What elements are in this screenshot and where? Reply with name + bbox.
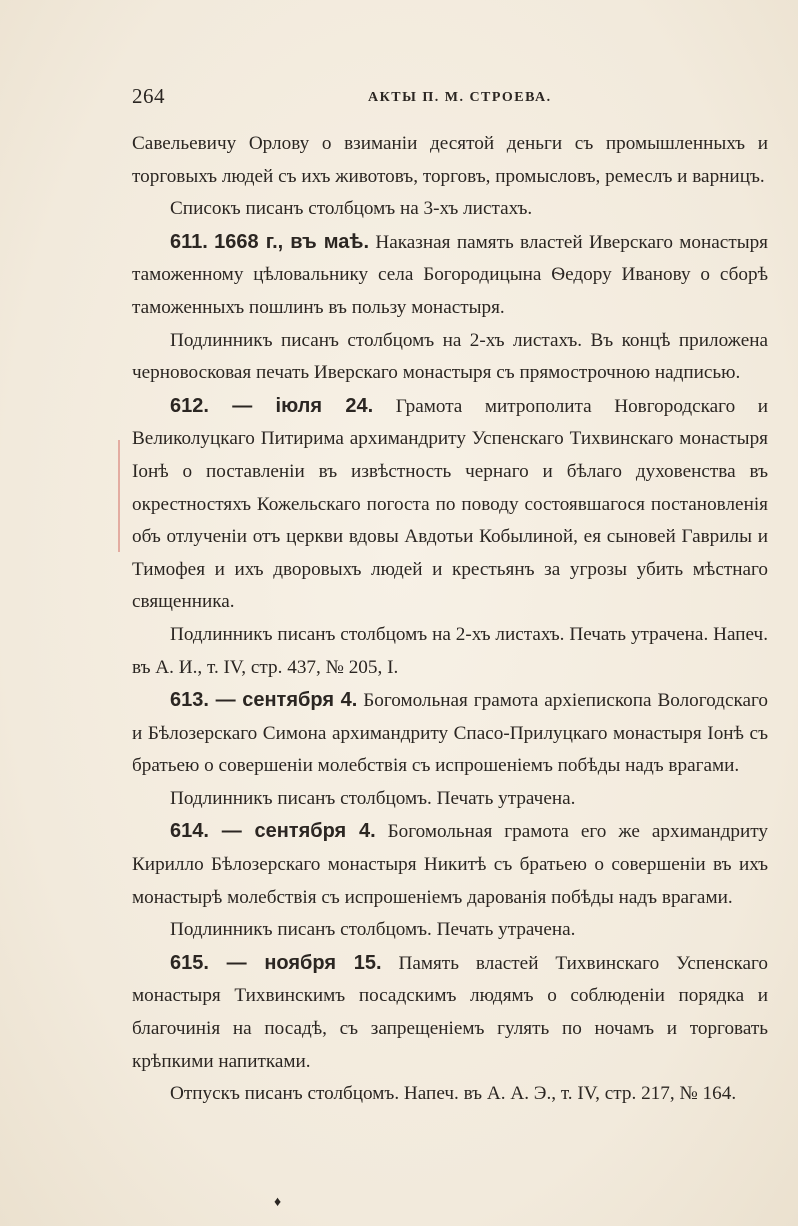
entry-number: 615. [170, 951, 209, 974]
entry-text: Богомольная грамота архіепископа Вологодскаго и Бѣлозерскаго Симона архимандриту Спасо-Прилуцкаго монастыря Іонѣ съ братьею о совершеніи молебствія съ испрошеніемъ побѣды надъ врагами. [132, 690, 768, 777]
paragraph-continuation [132, 128, 768, 193]
paragraph-text: Списокъ писанъ столбцомъ на 3-хъ листахъ. [170, 198, 533, 220]
entry-text: Грамота митрополита Новгородскаго и Великолуцкаго Питирима архимандриту Успенскаго Тихвинскаго монастыря Іонѣ о поставленіи въ извѣстность чернаго и бѣлаго духовенства въ окрестностяхъ Кожельскаго погоста по поводу состоявшагося постановленія объ отлученіи отъ церкви вдовы Авдотьи Кобылиной, ея сыновей Гаврилы и Тимофея и ихъ дворовыхъ людей и крестьянъ за угрозы убить мѣстнаго священника. [132, 395, 768, 613]
entry-number: 614. [170, 820, 209, 843]
entry-date: — сентября 4. [208, 689, 358, 712]
entry-611 [132, 226, 768, 325]
entry-number: 613. [170, 689, 209, 712]
entry-date: — іюля 24. [208, 394, 374, 417]
archival-note [132, 619, 768, 684]
running-head: АКТЫ П. М. СТРОЕВА. [368, 90, 552, 105]
entry-613 [132, 684, 768, 783]
archival-note [132, 783, 768, 816]
archival-note [132, 193, 768, 226]
entry-615 [132, 947, 768, 1078]
page-body [132, 128, 768, 1111]
printer-ornament-icon: ♦ [274, 1195, 282, 1210]
entry-number: 611. [170, 230, 208, 253]
margin-pencil-mark [118, 440, 120, 552]
paragraph-text: Савельевичу Орлову о взиманіи десятой деньги съ промышленныхъ и торговыхъ людей съ ихъ животовъ, торговъ, промысловъ, ремеслъ и варницъ. [132, 133, 768, 187]
paragraph-text: Подлинникъ писанъ столбцомъ на 2-хъ листахъ. Въ концѣ приложена черновосковая печать Иверскаго монастыря съ прямострочною надписью. [132, 329, 768, 384]
entry-text: Память властей Тихвинскаго Успенскаго монастыря Тихвинскимъ посадскимъ людямъ о соблюденіи порядка и благочинія на посадѣ, съ запрещеніемъ гулять по ночамъ и торговать крѣпкими напитками. [132, 952, 768, 1072]
paragraph-text: Подлинникъ писанъ столбцомъ. Печать утрачена. [170, 919, 576, 941]
paragraph-text: Подлинникъ писанъ столбцомъ. Печать утрачена. [170, 787, 576, 809]
archival-note [132, 1078, 768, 1111]
entry-date: — сентября 4. [208, 820, 376, 843]
entry-number: 612. [170, 394, 209, 417]
page-header [132, 84, 652, 114]
entry-612 [132, 390, 768, 619]
entry-text: Богомольная грамота его же архимандриту Кирилло Бѣлозерскаго монастыря Никитѣ съ братьею о совершеніи въ ихъ монастырѣ молебствія съ испрошеніемъ дарованія побѣды надъ врагами. [132, 821, 768, 908]
entry-date: — ноября 15. [208, 951, 382, 974]
entry-date: 1668 г., въ маѣ. [214, 230, 370, 253]
entry-text: Наказная память властей Иверскаго монастыря таможенному цѣловальнику села Богородицына Ѳедору Иванову о сборѣ таможенныхъ пошлинъ въ пользу монастыря. [132, 231, 769, 318]
paragraph-text: Подлинникъ писанъ столбцомъ на 2-хъ листахъ. Печать утрачена. Напеч. въ А. И., т. IV, стр. 437, № 205, I. [132, 623, 768, 678]
page-number: 264 [132, 84, 165, 108]
archival-note [132, 914, 768, 947]
entry-614 [132, 815, 768, 914]
paragraph-text: Отпускъ писанъ столбцомъ. Напеч. въ А. А. Э., т. IV, стр. 217, № 164. [170, 1083, 737, 1105]
archival-note [132, 325, 768, 390]
